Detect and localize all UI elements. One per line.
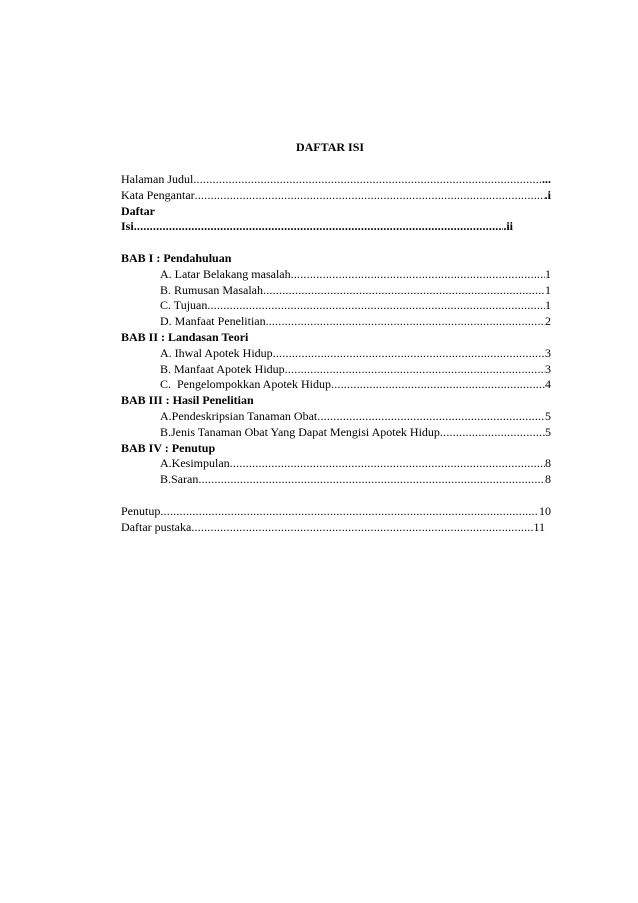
dot-leader [285, 362, 545, 378]
toc-entry-page: 8 [545, 472, 551, 487]
dot-leader [269, 314, 545, 330]
toc-subentry [121, 362, 551, 378]
toc-entry-daftar-isi [121, 219, 513, 235]
toc-entry-page: 1 [545, 266, 551, 281]
toc-entry-penutup [121, 504, 551, 520]
spacer [121, 488, 551, 504]
dot-leader [160, 504, 539, 520]
dot-leader [193, 172, 542, 188]
dot-leader [440, 425, 545, 441]
toc-subentry [121, 346, 551, 362]
toc-entry-page: 8 [545, 456, 551, 471]
toc-subentry [121, 409, 551, 425]
toc-entry-label: B.Jenis Tanaman Obat Yang Dapat Mengisi Apotek Hidup [160, 424, 440, 439]
toc-entry-label: C. Tujuan [160, 298, 208, 313]
toc-entry-page: 10 [539, 503, 551, 518]
toc-entry-page: ... [542, 172, 551, 186]
chapter-heading: BAB II : Landasan Teori [121, 329, 249, 344]
toc-entry-label: B. Manfaat Apotek Hidup [160, 361, 285, 376]
toc-entry-page: 3 [545, 361, 551, 376]
dot-leader [134, 219, 504, 235]
spacer [121, 235, 551, 251]
dot-leader [198, 472, 545, 488]
toc-entry-page: .i [544, 187, 551, 202]
dot-leader [317, 409, 545, 425]
table-of-contents [121, 172, 551, 535]
toc-entry-label: Kata Pengantar [121, 187, 195, 202]
toc-subentry [121, 267, 551, 283]
toc-entry-label: A.Pendeskripsian Tanaman Obat [160, 408, 318, 423]
dot-leader [291, 267, 545, 283]
toc-subentry [121, 298, 551, 314]
toc-subentry [121, 425, 551, 441]
page-title: DAFTAR ISI [295, 140, 365, 154]
toc-entry-page: 2 [545, 314, 551, 329]
toc-entry-page: 5 [545, 424, 551, 439]
toc-entry-page: 11 [533, 519, 545, 534]
chapter-heading: BAB III : Hasil Penelitian [121, 393, 254, 408]
toc-entry-label: Halaman Judul [121, 172, 194, 186]
chapter-heading: BAB IV : Penutup [121, 440, 216, 455]
toc-subentry [121, 283, 551, 299]
toc-entry-daftar-isi-line1: Daftar [121, 203, 155, 218]
toc-entry-label: A. Latar Belakang masalah [160, 266, 291, 281]
toc-entry-page: 1 [545, 282, 551, 297]
toc-subentry [121, 377, 551, 393]
toc-entry-label: C. Pengelompokkan Apotek Hidup [160, 377, 331, 392]
toc-entry-halaman-judul [121, 172, 551, 188]
dot-leader [191, 520, 533, 536]
chapter-heading: BAB I : Pendahuluan [121, 250, 232, 265]
toc-entry-page: 5 [545, 408, 551, 423]
toc-entry-page: 1 [545, 298, 551, 313]
toc-entry-label: B.Saran [160, 472, 199, 487]
dot-leader [273, 346, 545, 362]
toc-subentry [121, 456, 551, 472]
toc-entry-daftar-pustaka [121, 520, 545, 536]
toc-entry-kata-pengantar [121, 188, 551, 204]
dot-leader [207, 298, 545, 314]
toc-entry-label: B. Rumusan Masalah [160, 282, 263, 297]
toc-entry-page: 3 [545, 345, 551, 360]
dot-leader [331, 377, 545, 393]
toc-entry-label: D. Manfaat Penelitian. [160, 314, 269, 329]
toc-subentry [121, 472, 551, 488]
dot-leader [230, 456, 545, 472]
toc-entry-page: .ii [503, 219, 513, 234]
toc-entry-page: 4 [545, 377, 551, 392]
toc-entry-label: Daftar pustaka [121, 519, 192, 534]
toc-subentry [121, 314, 551, 330]
toc-entry-label: Penutup [121, 503, 161, 518]
toc-entry-label: Isi [121, 219, 134, 234]
dot-leader [195, 188, 545, 204]
dot-leader [263, 283, 545, 299]
toc-entry-label: A. Ihwal Apotek Hidup [160, 345, 273, 360]
toc-entry-label: A.Kesimpulan [160, 456, 230, 471]
